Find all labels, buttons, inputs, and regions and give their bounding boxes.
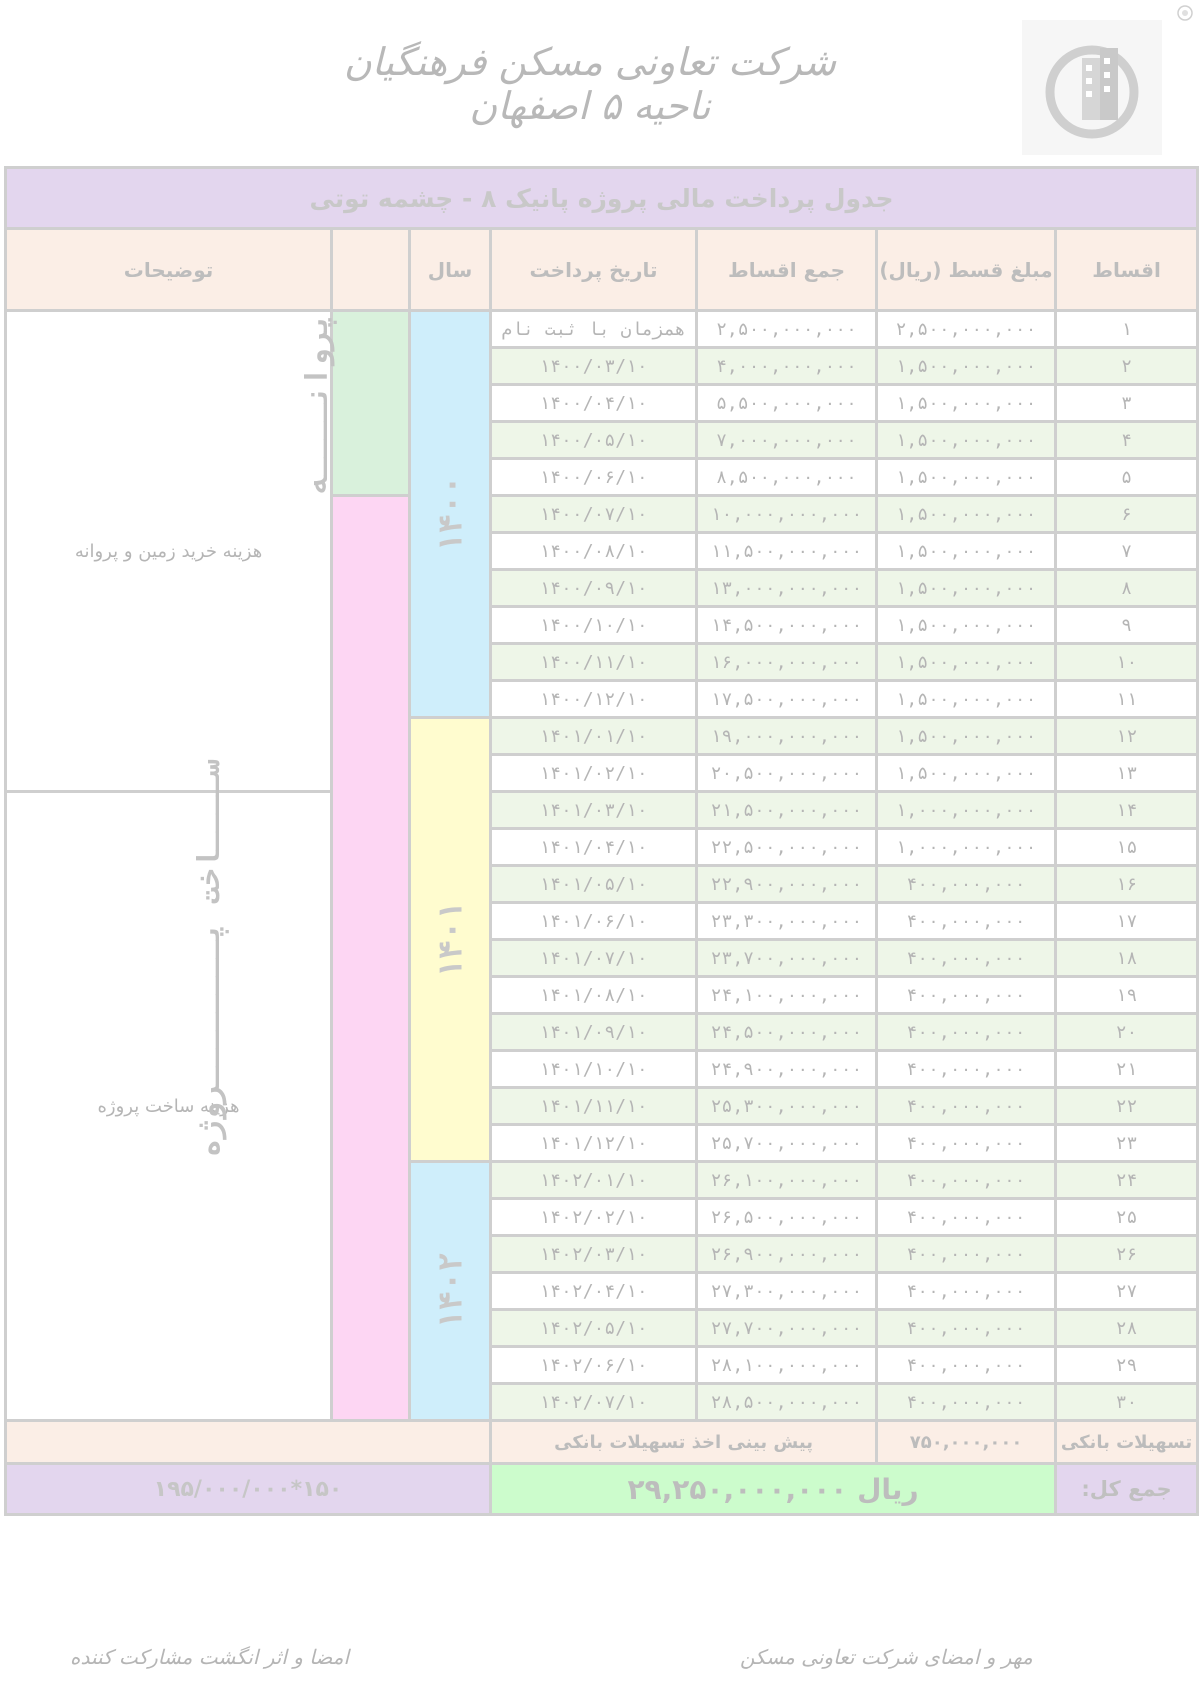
installment-number: ۲۴ [1056,1162,1198,1199]
cumulative-total: ۲۸,۱۰۰,۰۰۰,۰۰۰ [697,1347,877,1384]
installment-number: ۵ [1056,459,1198,496]
installment-number: ۱۴ [1056,792,1198,829]
year-cell-1401 [410,718,491,1162]
header-notes: توضیحات [6,229,332,311]
cumulative-total: ۲۴,۵۰۰,۰۰۰,۰۰۰ [697,1014,877,1051]
installment-amount: ۴۰۰,۰۰۰,۰۰۰ [877,1236,1056,1273]
installment-number: ۶ [1056,496,1198,533]
phase-cell-license [300,311,410,496]
installment-amount: ۴۰۰,۰۰۰,۰۰۰ [877,1051,1056,1088]
payment-date: ۱۴۰۱/۰۹/۱۰ [491,1014,697,1051]
cumulative-total: ۲۳,۷۰۰,۰۰۰,۰۰۰ [697,940,877,977]
installment-number: ۱۸ [1056,940,1198,977]
payment-date: همزمان با ثبت نام [491,311,697,348]
installment-amount: ۱,۵۰۰,۰۰۰,۰۰۰ [877,422,1056,459]
installment-amount: ۱,۵۰۰,۰۰۰,۰۰۰ [877,533,1056,570]
table-row [6,792,1198,829]
cumulative-total: ۷,۰۰۰,۰۰۰,۰۰۰ [697,422,877,459]
year-cell-1400 [410,311,491,718]
installment-amount: ۴۰۰,۰۰۰,۰۰۰ [877,977,1056,1014]
installment-number: ۳ [1056,385,1198,422]
cumulative-total: ۲۷,۷۰۰,۰۰۰,۰۰۰ [697,1310,877,1347]
installment-number: ۸ [1056,570,1198,607]
installment-number: ۷ [1056,533,1198,570]
cumulative-total: ۲۷,۳۰۰,۰۰۰,۰۰۰ [697,1273,877,1310]
installment-number: ۱۷ [1056,903,1198,940]
installment-number: ۱۲ [1056,718,1198,755]
notes-cell-construction: هزینه ساخت پروژه [6,792,332,1421]
installment-number: ۲۲ [1056,1088,1198,1125]
payment-date: ۱۴۰۰/۰۵/۱۰ [491,422,697,459]
installment-number: ۲۳ [1056,1125,1198,1162]
cumulative-total: ۱۷,۵۰۰,۰۰۰,۰۰۰ [697,681,877,718]
installment-amount: ۲,۵۰۰,۰۰۰,۰۰۰ [877,311,1056,348]
cumulative-total: ۸,۵۰۰,۰۰۰,۰۰۰ [697,459,877,496]
payment-schedule-table [4,166,1199,1516]
payment-date: ۱۴۰۲/۰۶/۱۰ [491,1347,697,1384]
installment-amount: ۱,۰۰۰,۰۰۰,۰۰۰ [877,792,1056,829]
installment-amount: ۱,۵۰۰,۰۰۰,۰۰۰ [877,570,1056,607]
payment-date: ۱۴۰۲/۰۱/۱۰ [491,1162,697,1199]
cumulative-total: ۲۶,۵۰۰,۰۰۰,۰۰۰ [697,1199,877,1236]
cumulative-total: ۱۶,۰۰۰,۰۰۰,۰۰۰ [697,644,877,681]
header-row [6,229,1198,311]
payment-date: ۱۴۰۰/۰۸/۱۰ [491,533,697,570]
installment-amount: ۱,۵۰۰,۰۰۰,۰۰۰ [877,718,1056,755]
bank-description: پیش بینی اخذ تسهیلات بانکی [491,1421,877,1464]
payment-date: ۱۴۰۱/۱۲/۱۰ [491,1125,697,1162]
installment-amount: ۴۰۰,۰۰۰,۰۰۰ [877,1088,1056,1125]
cumulative-total: ۵,۵۰۰,۰۰۰,۰۰۰ [697,385,877,422]
installment-amount: ۱,۵۰۰,۰۰۰,۰۰۰ [877,496,1056,533]
table-row [6,311,1198,348]
installment-number: ۱۳ [1056,755,1198,792]
installment-number: ۱ [1056,311,1198,348]
cumulative-total: ۲۳,۳۰۰,۰۰۰,۰۰۰ [697,903,877,940]
installment-number: ۱۹ [1056,977,1198,1014]
installment-amount: ۱,۵۰۰,۰۰۰,۰۰۰ [877,607,1056,644]
cumulative-total: ۲۵,۳۰۰,۰۰۰,۰۰۰ [697,1088,877,1125]
installment-amount: ۱,۵۰۰,۰۰۰,۰۰۰ [877,644,1056,681]
payment-date: ۱۴۰۱/۰۸/۱۰ [491,977,697,1014]
payment-date: ۱۴۰۱/۰۲/۱۰ [491,755,697,792]
year-label: ۱۴۰۲ [431,1252,470,1330]
header-payment-date: تاریخ پرداخت [491,229,697,311]
installment-amount: ۱,۵۰۰,۰۰۰,۰۰۰ [877,459,1056,496]
installment-amount: ۴۰۰,۰۰۰,۰۰۰ [877,940,1056,977]
letterhead [0,0,1200,165]
payment-date: ۱۴۰۱/۰۴/۱۰ [491,829,697,866]
installment-amount: ۴۰۰,۰۰۰,۰۰۰ [877,1347,1056,1384]
cumulative-total: ۲۲,۵۰۰,۰۰۰,۰۰۰ [697,829,877,866]
cumulative-total: ۱۳,۰۰۰,۰۰۰,۰۰۰ [697,570,877,607]
cooperative-logo-icon [1022,20,1162,155]
phase-label: ســــاخت پــــــــروژه [191,759,227,1157]
phase-label: پروانــــه [300,312,336,494]
installment-amount: ۱,۵۰۰,۰۰۰,۰۰۰ [877,385,1056,422]
installment-amount: ۴۰۰,۰۰۰,۰۰۰ [877,1014,1056,1051]
cumulative-total: ۲۴,۹۰۰,۰۰۰,۰۰۰ [697,1051,877,1088]
cumulative-total: ۱۱,۵۰۰,۰۰۰,۰۰۰ [697,533,877,570]
installment-number: ۹ [1056,607,1198,644]
cumulative-total: ۲۶,۱۰۰,۰۰۰,۰۰۰ [697,1162,877,1199]
installment-amount: ۴۰۰,۰۰۰,۰۰۰ [877,1162,1056,1199]
payment-date: ۱۴۰۱/۰۷/۱۰ [491,940,697,977]
year-label: ۱۴۰۰ [431,475,470,553]
installment-number: ۲۶ [1056,1236,1198,1273]
installment-amount: ۱,۰۰۰,۰۰۰,۰۰۰ [877,829,1056,866]
company-signature-caption: مهر و امضای شرکت تعاونی مسکن [740,1645,1033,1669]
cumulative-total: ۲۶,۹۰۰,۰۰۰,۰۰۰ [697,1236,877,1273]
cumulative-total: ۱۴,۵۰۰,۰۰۰,۰۰۰ [697,607,877,644]
installment-number: ۲۱ [1056,1051,1198,1088]
installment-number: ۲۹ [1056,1347,1198,1384]
installment-number: ۲۰ [1056,1014,1198,1051]
cumulative-total: ۱۰,۰۰۰,۰۰۰,۰۰۰ [697,496,877,533]
payment-date: ۱۴۰۱/۰۵/۱۰ [491,866,697,903]
installment-number: ۱۱ [1056,681,1198,718]
grand-total-row [6,1464,1198,1515]
installment-number: ۲۷ [1056,1273,1198,1310]
cumulative-total: ۲,۵۰۰,۰۰۰,۰۰۰ [697,311,877,348]
installment-number: ۲۵ [1056,1199,1198,1236]
cumulative-total: ۲۵,۷۰۰,۰۰۰,۰۰۰ [697,1125,877,1162]
bank-label: تسهیلات بانکی [1056,1421,1198,1464]
installment-number: ۱۵ [1056,829,1198,866]
year-cell-1402 [410,1162,491,1421]
notes-cell-land: هزینه خرید زمین و پروانه [6,311,332,792]
installment-amount: ۴۰۰,۰۰۰,۰۰۰ [877,1199,1056,1236]
header-amount: مبلغ قسط (ریال) [877,229,1056,311]
bank-facility-row [6,1421,1198,1464]
payment-date: ۱۴۰۱/۱۱/۱۰ [491,1088,697,1125]
installment-number: ۱۰ [1056,644,1198,681]
payment-date: ۱۴۰۲/۰۷/۱۰ [491,1384,697,1421]
installment-amount: ۴۰۰,۰۰۰,۰۰۰ [877,903,1056,940]
payment-date: ۱۴۰۰/۱۱/۱۰ [491,644,697,681]
installment-amount: ۱,۵۰۰,۰۰۰,۰۰۰ [877,755,1056,792]
installment-number: ۴ [1056,422,1198,459]
payment-date: ۱۴۰۰/۰۳/۱۰ [491,348,697,385]
payment-date: ۱۴۰۱/۰۶/۱۰ [491,903,697,940]
installment-amount: ۴۰۰,۰۰۰,۰۰۰ [877,1273,1056,1310]
payment-date: ۱۴۰۲/۰۲/۱۰ [491,1199,697,1236]
payment-date: ۱۴۰۱/۰۱/۱۰ [491,718,697,755]
header-year: سال [410,229,491,311]
header-phase [332,229,410,311]
payment-date: ۱۴۰۰/۰۶/۱۰ [491,459,697,496]
payment-date: ۱۴۰۰/۱۲/۱۰ [491,681,697,718]
header-cumulative: جمع اقساط [697,229,877,311]
year-label: ۱۴۰۱ [431,900,470,979]
payment-date: ۱۴۰۱/۱۰/۱۰ [491,1051,697,1088]
corner-badge-icon [1176,4,1194,22]
company-name: شرکت تعاونی مسکن فرهنگیان ناحیه ۵ اصفهان [343,40,837,128]
bank-blank [6,1421,491,1464]
cumulative-total: ۲۱,۵۰۰,۰۰۰,۰۰۰ [697,792,877,829]
cumulative-total: ۲۲,۹۰۰,۰۰۰,۰۰۰ [697,866,877,903]
installment-amount: ۴۰۰,۰۰۰,۰۰۰ [877,866,1056,903]
phase-cell-construction [191,496,410,1421]
participant-signature-caption: امضا و اثر انگشت مشارکت کننده [70,1645,349,1669]
header-installment: اقساط [1056,229,1198,311]
installment-amount: ۴۰۰,۰۰۰,۰۰۰ [877,1310,1056,1347]
installment-amount: ۱,۵۰۰,۰۰۰,۰۰۰ [877,348,1056,385]
grand-total-code: ۱۵۰*۱۹۵/۰۰۰/۰۰۰ [6,1464,491,1515]
payment-date: ۱۴۰۲/۰۳/۱۰ [491,1236,697,1273]
installment-amount: ۴۰۰,۰۰۰,۰۰۰ [877,1384,1056,1421]
payment-date: ۱۴۰۰/۱۰/۱۰ [491,607,697,644]
payment-date: ۱۴۰۲/۰۴/۱۰ [491,1273,697,1310]
installment-amount: ۱,۵۰۰,۰۰۰,۰۰۰ [877,681,1056,718]
installment-amount: ۴۰۰,۰۰۰,۰۰۰ [877,1125,1056,1162]
payment-date: ۱۴۰۲/۰۵/۱۰ [491,1310,697,1347]
payment-date: ۱۴۰۰/۰۷/۱۰ [491,496,697,533]
table-title: جدول پرداخت مالی پروژه پانیک ۸ - چشمه توتی [6,168,1198,229]
installment-number: ۲ [1056,348,1198,385]
payment-date: ۱۴۰۱/۰۳/۱۰ [491,792,697,829]
cumulative-total: ۲۸,۵۰۰,۰۰۰,۰۰۰ [697,1384,877,1421]
payment-date: ۱۴۰۰/۰۹/۱۰ [491,570,697,607]
installment-number: ۱۶ [1056,866,1198,903]
grand-total-value: ریال ۲۹,۲۵۰,۰۰۰,۰۰۰ [491,1464,1056,1515]
cumulative-total: ۲۰,۵۰۰,۰۰۰,۰۰۰ [697,755,877,792]
cumulative-total: ۱۹,۰۰۰,۰۰۰,۰۰۰ [697,718,877,755]
installment-number: ۲۸ [1056,1310,1198,1347]
cumulative-total: ۴,۰۰۰,۰۰۰,۰۰۰ [697,348,877,385]
bank-amount: ۷۵۰,۰۰۰,۰۰۰ [877,1421,1056,1464]
installment-number: ۳۰ [1056,1384,1198,1421]
grand-total-label: جمع کل: [1056,1464,1198,1515]
payment-date: ۱۴۰۰/۰۴/۱۰ [491,385,697,422]
cumulative-total: ۲۴,۱۰۰,۰۰۰,۰۰۰ [697,977,877,1014]
